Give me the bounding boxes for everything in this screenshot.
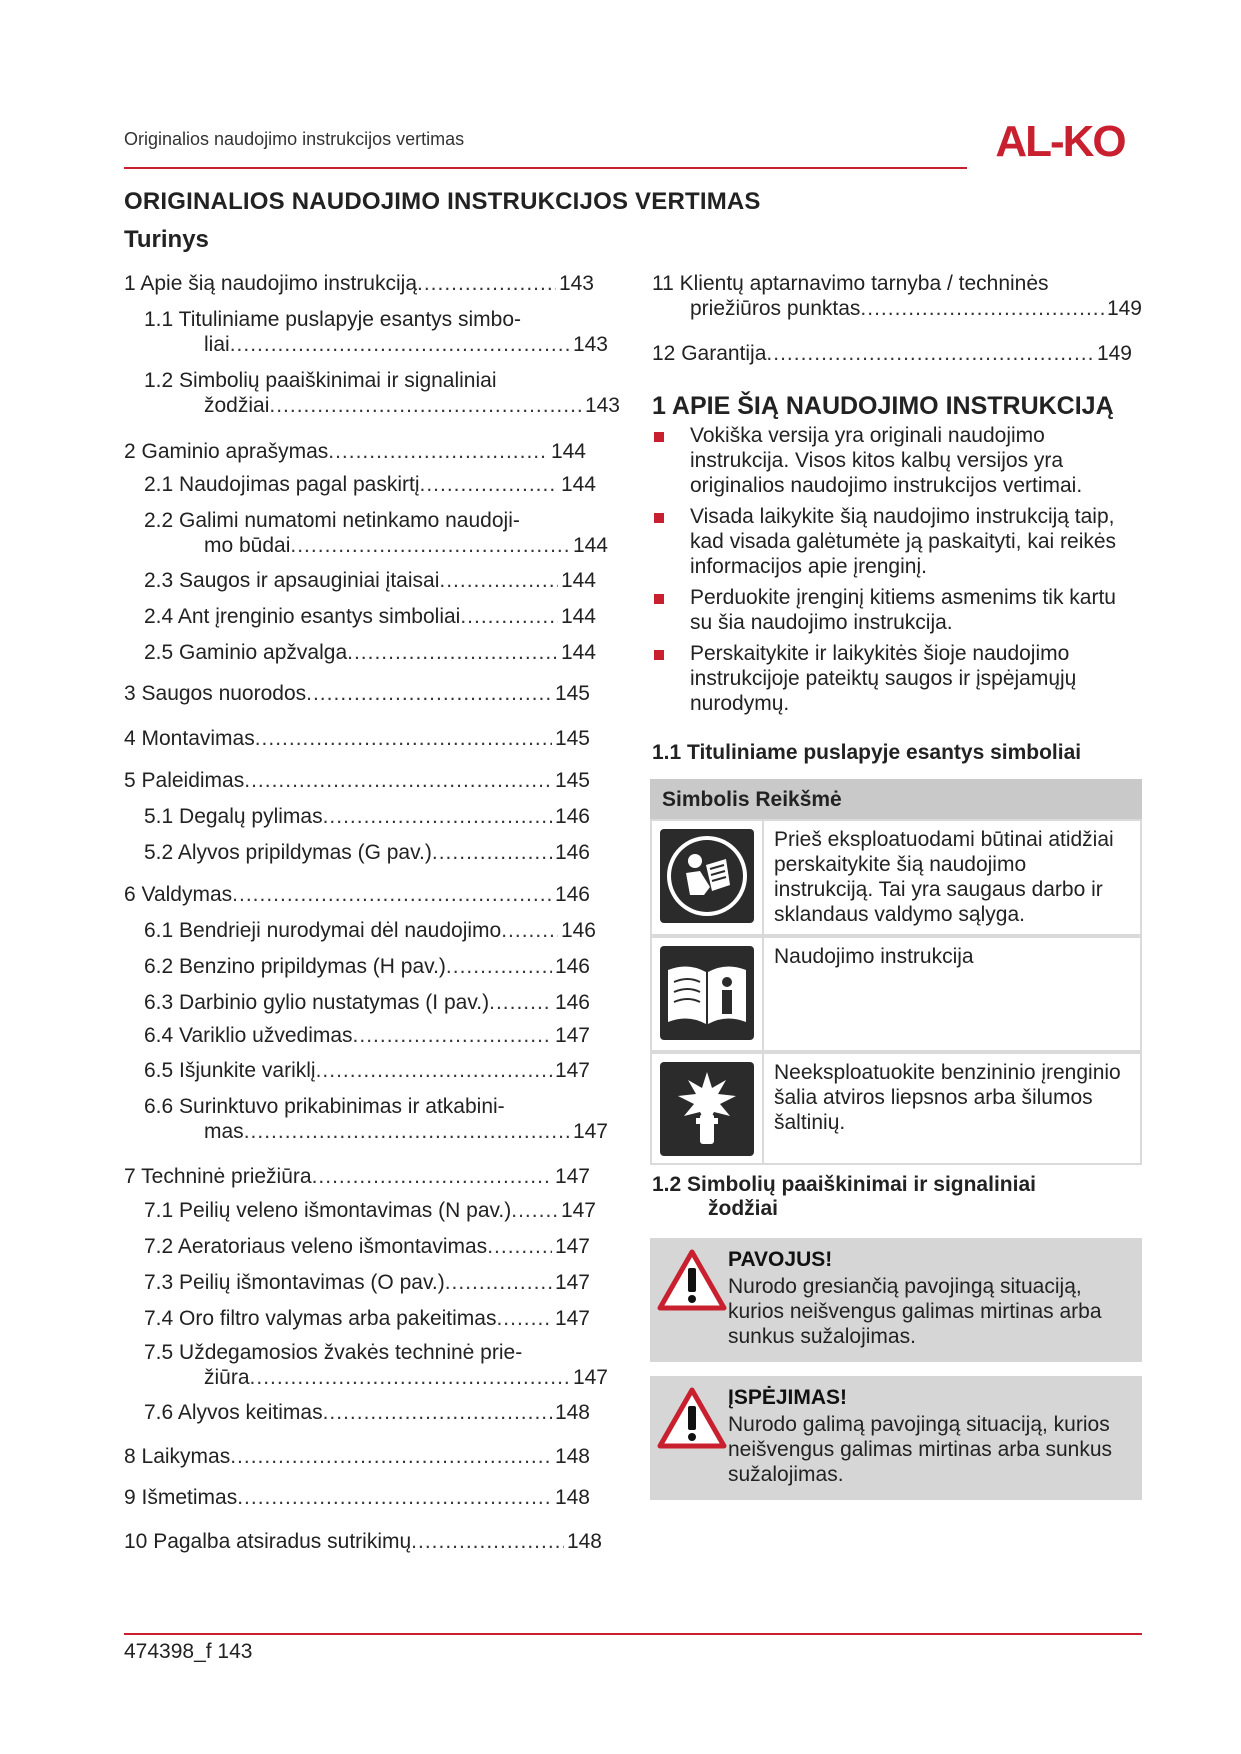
list-item: Vokiška versija yra originali naudojimo instrukcija. Visos kitos kalbų versijos yra originalios naudojimo instrukcijos vertimai. bbox=[652, 423, 1142, 498]
toc-entry[interactable]: 12 Garantija ..... 149 bbox=[652, 341, 1132, 366]
toc-entry[interactable]: 11 Klientų aptarnavimo tarnyba / techninės priežiūros punktas ..... 149 bbox=[652, 271, 1142, 321]
table-row bbox=[650, 819, 1142, 936]
svg-text:AL-KO: AL-KO bbox=[995, 118, 1125, 162]
toc-entry[interactable]: 7.4 Oro filtro valymas arba pakeitimas ..... 147 bbox=[144, 1306, 590, 1331]
toc-entry[interactable]: 2 Gaminio aprašymas ..... 144 bbox=[124, 439, 586, 464]
danger-box bbox=[650, 1238, 1142, 1362]
toc-entry[interactable]: 5 Paleidimas ..... 145 bbox=[124, 768, 590, 793]
toc-entry[interactable]: 1.1 Tituliniame puslapyje esantys simbo- liai ..... 143 bbox=[144, 307, 608, 357]
toc-entry[interactable]: 7.1 Peilių veleno išmontavimas (N pav.) ..... 147 bbox=[144, 1198, 596, 1223]
document-title: ORIGINALIOS NAUDOJIMO INSTRUKCIJOS VERTIMAS bbox=[124, 188, 761, 215]
symbol-meaning: Naudojimo instrukcija bbox=[774, 945, 974, 968]
signal-word: ĮSPĖJIMAS! bbox=[728, 1386, 848, 1409]
table-row bbox=[650, 1052, 1142, 1165]
toc-entry[interactable]: 4 Montavimas ..... 145 bbox=[124, 726, 590, 751]
section-heading: 1 APIE ŠIĄ NAUDOJIMO INSTRUKCIJĄ bbox=[652, 392, 1114, 420]
toc-entry[interactable]: 2.1 Naudojimas pagal paskirtį ..... 144 bbox=[144, 472, 596, 497]
toc-entry[interactable]: 5.1 Degalų pylimas ..... 146 bbox=[144, 804, 590, 829]
warning-text: Nurodo galimą pavojingą situaciją, kurios neišvengus galimas mirtinas arba sunkus sužalojimas. bbox=[728, 1413, 1113, 1486]
toc-entry[interactable]: 2.4 Ant įrenginio esantys simboliai ..... 144 bbox=[144, 604, 596, 629]
toc-entry[interactable]: 7.3 Peilių išmontavimas (O pav.) ..... 147 bbox=[144, 1270, 590, 1295]
warning-triangle-icon bbox=[656, 1248, 728, 1312]
toc-entry[interactable]: 7.2 Aeratoriaus veleno išmontavimas ..... 147 bbox=[144, 1234, 590, 1259]
subsection-heading: 1.1 Tituliniame puslapyje esantys simboliai bbox=[652, 741, 1082, 764]
toc-entry[interactable]: 6.1 Bendrieji nurodymai dėl naudojimo ..... 146 bbox=[144, 918, 596, 943]
toc-entry[interactable]: 3 Saugos nuorodos ..... 145 bbox=[124, 681, 590, 706]
alko-logo bbox=[980, 118, 1140, 162]
toc-entry[interactable]: 8 Laikymas ..... 148 bbox=[124, 1444, 590, 1469]
toc-entry[interactable]: 6 Valdymas ..... 146 bbox=[124, 882, 590, 907]
toc-entry[interactable]: 2.3 Saugos ir apsauginiai įtaisai ..... 144 bbox=[144, 568, 596, 593]
running-title: Originalios naudojimo instrukcijos vertimas bbox=[124, 129, 465, 149]
toc-heading: Turinys bbox=[124, 226, 209, 253]
list-item: Perskaitykite ir laikykitės šioje naudojimo instrukcijoje pateiktų saugos ir įspėjamųjų nurodymų. bbox=[652, 641, 1142, 716]
toc-entry[interactable]: 6.3 Darbinio gylio nustatymas (I pav.) ..... 146 bbox=[144, 990, 590, 1015]
toc-entry[interactable]: 1 Apie šią naudojimo instrukciją ..... 143 bbox=[124, 271, 594, 296]
bullet-icon bbox=[654, 513, 664, 523]
toc-entry[interactable]: 7.5 Uždegamosios žvakės techninė prie- žiūra ..... 147 bbox=[144, 1340, 608, 1390]
table-row bbox=[650, 936, 1142, 1052]
no-open-flame-icon bbox=[660, 1062, 754, 1156]
symbol-meaning: Neeksploatuokite benzininio įrenginio šalia atviros liepsnos arba šilumos šaltinių. bbox=[774, 1061, 1121, 1134]
info-book-icon bbox=[660, 946, 754, 1040]
warning-triangle-icon bbox=[656, 1386, 728, 1450]
toc-entry[interactable]: 1.2 Simbolių paaiškinimai ir signaliniai žodžiai ..... 143 bbox=[144, 368, 620, 418]
signal-word: PAVOJUS! bbox=[728, 1248, 833, 1271]
read-manual-icon bbox=[660, 829, 754, 923]
toc-entry[interactable]: 6.6 Surinktuvo prikabinimas ir atkabini- mas ..... 147 bbox=[144, 1094, 608, 1144]
warning-box bbox=[650, 1376, 1142, 1500]
toc-entry[interactable]: 2.5 Gaminio apžvalga ..... 144 bbox=[144, 640, 596, 665]
warning-text: Nurodo gresiančią pavojingą situaciją, kurios neišvengus galimas mirtinas arba sunkus sužalojimas. bbox=[728, 1275, 1102, 1348]
toc-entry[interactable]: 7 Techninė priežiūra ..... 147 bbox=[124, 1164, 590, 1189]
header-rule bbox=[124, 167, 967, 169]
bullet-list bbox=[652, 423, 1142, 722]
toc-entry[interactable]: 6.5 Išjunkite variklį ..... 147 bbox=[144, 1058, 590, 1083]
bullet-icon bbox=[654, 650, 664, 660]
list-item: Visada laikykite šią naudojimo instrukciją taip, kad visada galėtumėte ją paskaityti, kai reikės informacijos apie įrenginį. bbox=[652, 504, 1142, 579]
list-item: Perduokite įrenginį kitiems asmenims tik kartu su šia naudojimo instrukcija. bbox=[652, 585, 1142, 635]
toc-entry[interactable]: 6.2 Benzino pripildymas (H pav.) ..... 146 bbox=[144, 954, 590, 979]
toc-entry[interactable]: 6.4 Variklio užvedimas ..... 147 bbox=[144, 1023, 590, 1048]
toc-entry[interactable]: 7.6 Alyvos keitimas ..... 148 bbox=[144, 1400, 590, 1425]
bullet-icon bbox=[654, 594, 664, 604]
footer-doc-number: 474398_f 143 bbox=[124, 1640, 253, 1663]
toc-entry[interactable]: 9 Išmetimas ..... 148 bbox=[124, 1485, 590, 1510]
footer-rule bbox=[124, 1633, 1142, 1635]
bullet-icon bbox=[654, 432, 664, 442]
toc-entry[interactable]: 10 Pagalba atsiradus sutrikimų ..... 148 bbox=[124, 1529, 602, 1554]
symbol-meaning: Prieš eksploatuodami būtinai atidžiai perskaitykite šią naudojimo instrukciją. Tai yra saugaus darbo ir sklandaus valdymo sąlyga. bbox=[774, 828, 1114, 926]
subsection-heading: 1.2 Simbolių paaiškinimai ir signaliniai žodžiai bbox=[652, 1173, 1036, 1220]
symbol-table-header: Simbolis Reikšmė bbox=[650, 779, 1142, 819]
toc-entry[interactable]: 5.2 Alyvos pripildymas (G pav.) ..... 146 bbox=[144, 840, 590, 865]
toc-entry[interactable]: 2.2 Galimi numatomi netinkamo naudoji- mo būdai ..... 144 bbox=[144, 508, 608, 558]
